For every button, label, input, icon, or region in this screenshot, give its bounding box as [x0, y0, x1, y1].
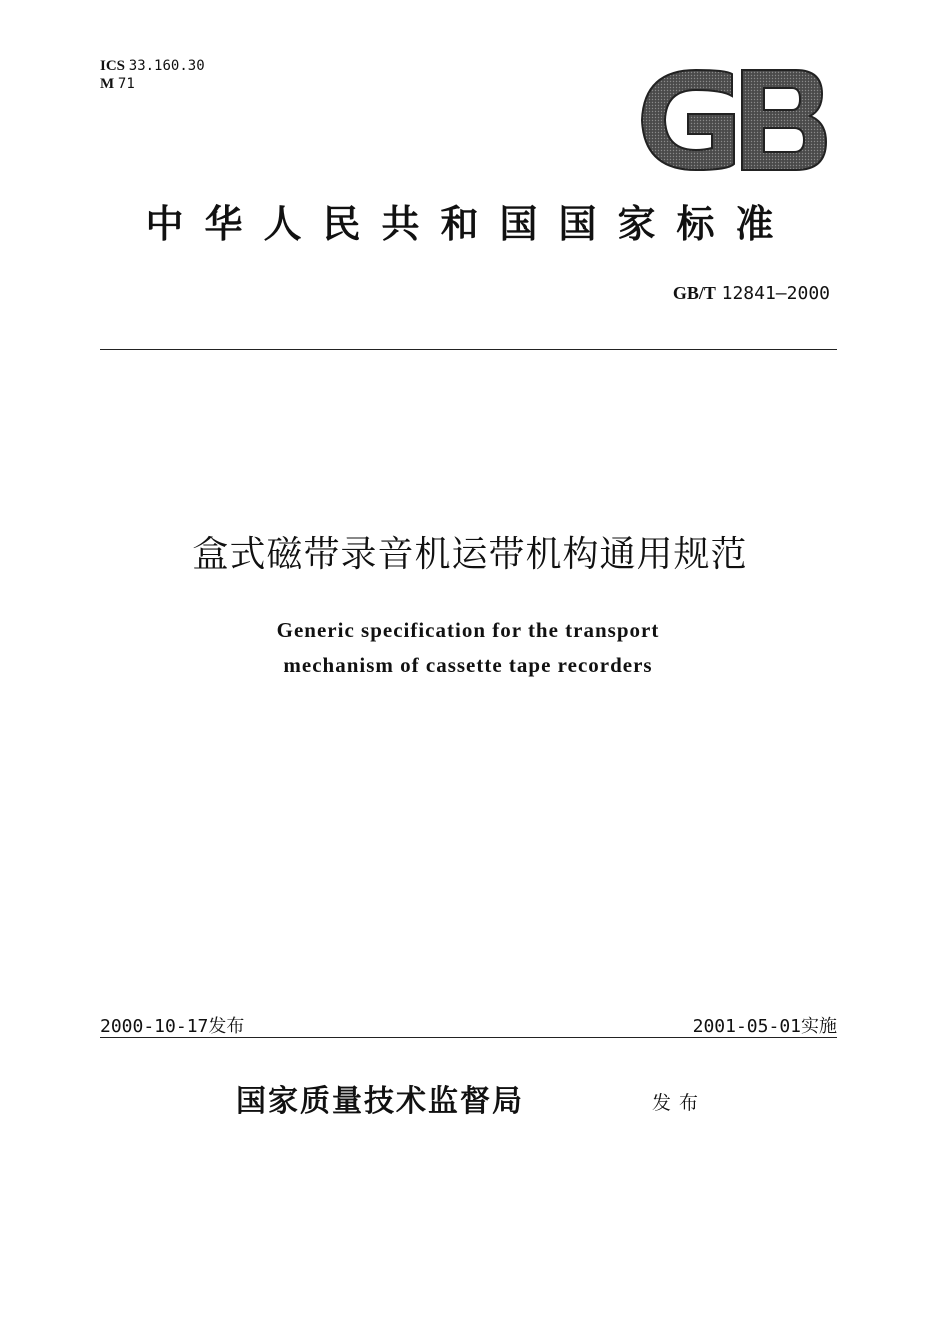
issue-date: 2000-10-17 [100, 1016, 209, 1037]
ccs-line [100, 75, 205, 93]
issue-label: 发布 [208, 1016, 245, 1037]
implement-label: 实施 [801, 1016, 837, 1037]
standard-code: 12841—2000 [721, 283, 830, 304]
implement-date-block [693, 1012, 837, 1038]
country-standard-heading: 中华人民共和国国家标准 [145, 202, 795, 246]
issue-date-block [100, 1012, 244, 1038]
title-english-line2: mechanism of cassette tape recorders [283, 653, 653, 677]
implement-date: 2001-05-01 [692, 1016, 801, 1037]
title-english-line1: Generic specification for the transport [276, 618, 660, 642]
standard-number [673, 283, 830, 304]
issuing-authority-suffix: 发布 [652, 1092, 707, 1114]
header-divider [100, 349, 837, 350]
ccs-label: M [100, 76, 115, 92]
ics-code: 33.160.30 [128, 58, 205, 74]
ics-label: ICS [100, 58, 126, 74]
footer-divider [100, 1037, 837, 1038]
standard-prefix: GB/T [672, 283, 716, 303]
ccs-code: 71 [117, 76, 135, 92]
ics-line [100, 57, 205, 75]
gb-standard-logo-icon [636, 68, 828, 172]
title-chinese: 盒式磁带录音机运带机构通用规范 [192, 534, 748, 575]
date-row [100, 1012, 837, 1040]
issuing-authority: 国家质量技术监督局 [236, 1084, 524, 1119]
classification-codes [100, 57, 205, 93]
